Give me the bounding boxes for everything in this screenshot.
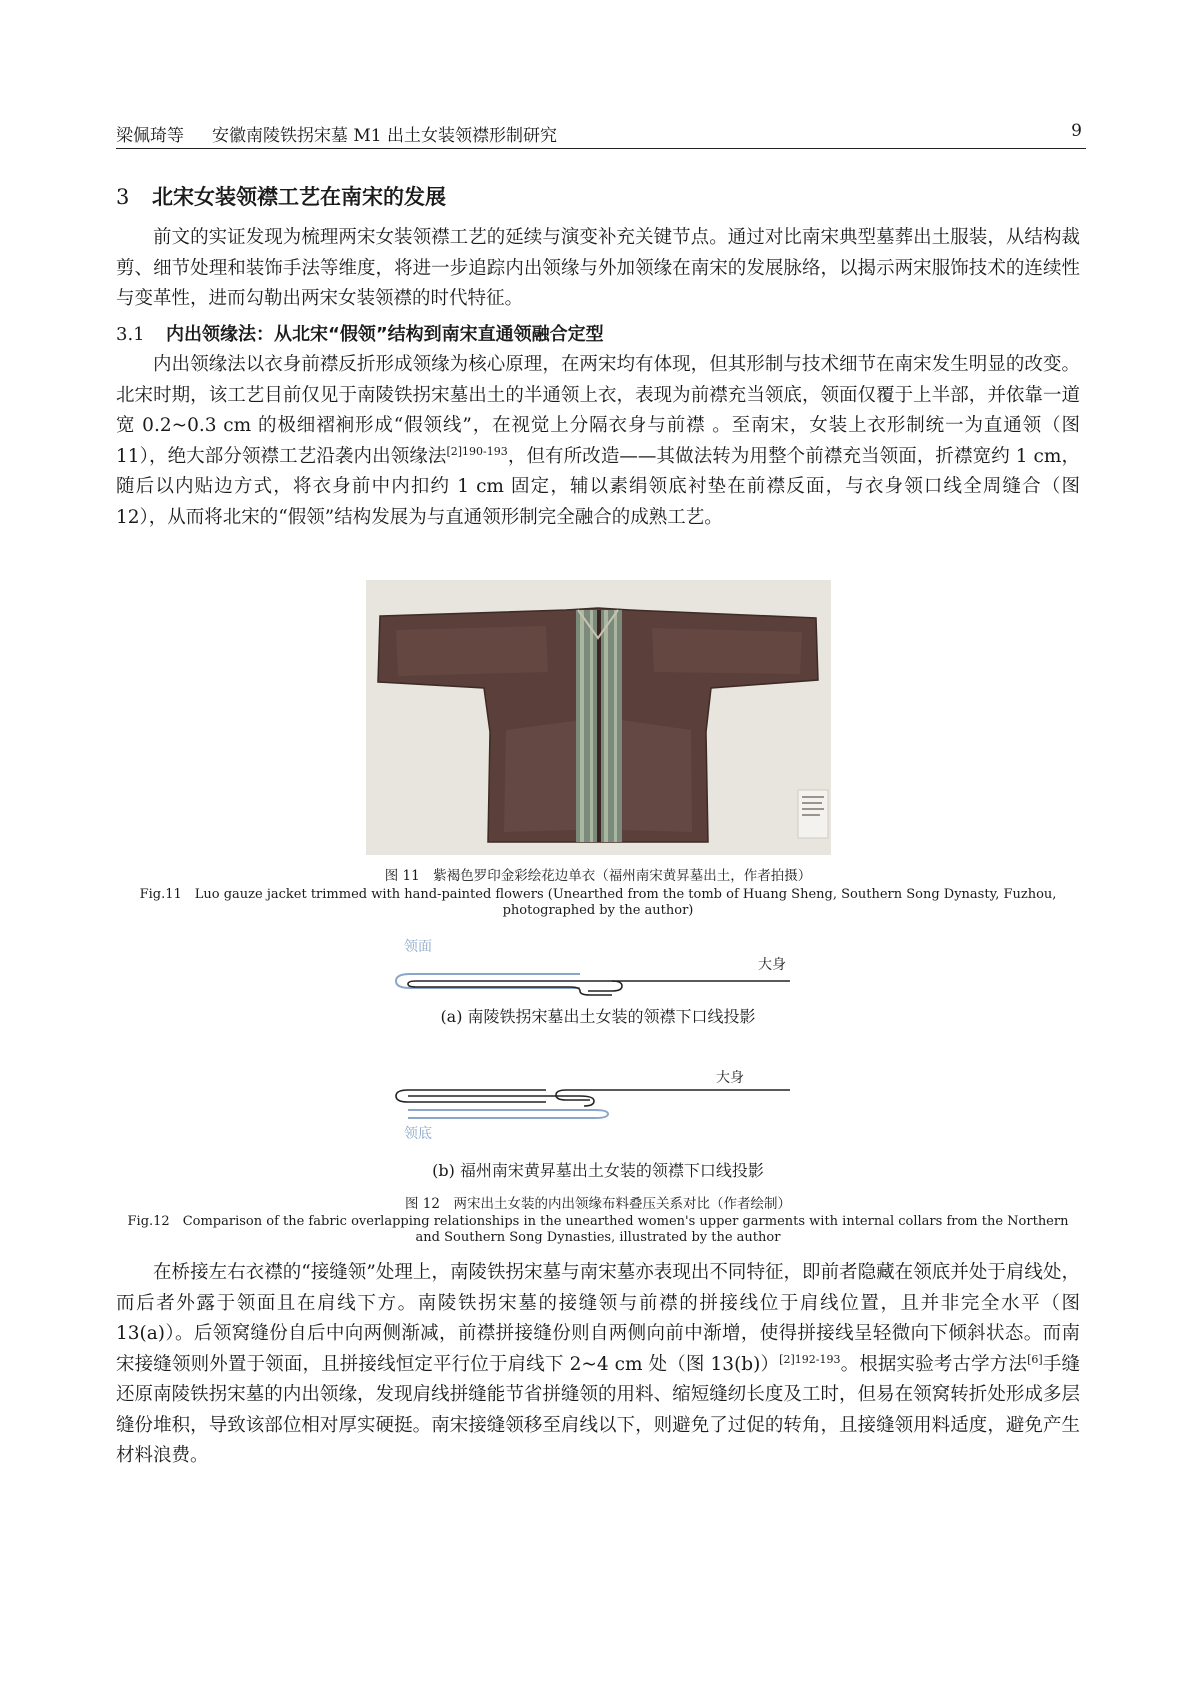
para2-text-b: ，但有所改造——其做法转为用整个前襟充当领面，折襟宽约 1 cm，随后以内贴边方式，将衣身前中内扣约 1 cm 固定，辅以素绢领底衬垫在前襟反面，与衣身领口线全周缝合（图 12），从而将北宋的“假领”结构发展为与直通领形制完全融合的成熟工艺。 — [116, 445, 1080, 528]
section-heading-3 — [116, 181, 446, 211]
citation: [2]190-193 — [446, 444, 508, 458]
para2-text-a: 内出领缘法以衣身前襟反折形成领缘为核心原理，在两宋均有体现，但其形制与技术细节在南宋发生明显的改变。北宋时期，该工艺目前仅见于南陵铁拐宋墓出土的半通领上衣，表现为前襟充当领底，领面仅覆于上半部，并依靠一道宽 0.2~0.3 cm 的极细褶裥形成“假领线”，在视觉上分隔衣身与前襟 。至南宋，女装上衣形制统一为直通领（图 11），绝大部分领襟工艺沿袭内出领缘法 — [116, 354, 1080, 467]
fig12a-caption: (a) 南陵铁拐宋墓出土女装的领襟下口线投影 — [440, 1007, 756, 1026]
fig12-caption-cn: 图 12 两宋出土女装的内出领缘布料叠压关系对比（作者绘制） — [405, 1196, 791, 1212]
fig12b-caption: (b) 福州南宋黄昇墓出土女装的领襟下口线投影 — [432, 1161, 764, 1180]
subsection-title: 内出领缘法：从北宋“假领”结构到南宋直通领融合定型 — [166, 324, 604, 345]
citation: [2]192-193 — [779, 1352, 841, 1366]
paragraph-internal-collar — [116, 350, 1080, 533]
fig12a-label-body: 大身 — [758, 957, 786, 973]
running-head — [116, 118, 1086, 149]
section-number: 3 — [116, 185, 130, 209]
para3-text-c: 手缝还原南陵铁拐宋墓的内出领缘，发现肩线拼缝能节省拼缝领的用料、缩短缝纫长度及工时，但易在领窝转折处形成多层缝份堆积，导致该部位相对厚实硬挺。南宋接缝领移至肩线以下，则避免了过促的转角，且接缝领用料适度，避免产生材料浪费。 — [116, 1353, 1080, 1466]
para3-text-a: 在桥接左右衣襟的“接缝领”处理上，南陵铁拐宋墓与南宋墓亦表现出不同特征，即前者隐藏在领底并处于肩线处，而后者外露于领面且在肩线下方。南陵铁拐宋墓的接缝领与前襟的拼接线位于肩线位置，且并非完全水平（图 13(a)）。后领窝缝份自后中向两侧渐减，前襟拼接缝份则自两侧向前中渐增，使得拼接线呈轻微向下倾斜状态。而南宋接缝领则外置于领面，且拼接线恒定平行位于肩线下 2~4 cm 处（图 13(b)） — [116, 1262, 1080, 1375]
fig11-caption-en: Fig.11 Luo gauze jacket trimmed with hand-painted flowers (Unearthed from the tomb of Huang Sheng, Southern Song Dynasty, Fuzhou, photographed by the author) — [139, 887, 1057, 918]
paragraph-intro: 前文的实证发现为梳理两宋女装领襟工艺的延续与演变补充关键节点。通过对比南宋典型墓葬出土服装，从结构裁剪、细节处理和装饰手法等维度，将进一步追踪内出领缘与外加领缘在南宋的发展脉络，以揭示两宋服饰技术的连续性与变革性，进而勾勒出两宋女装领襟的时代特征。 — [116, 227, 1080, 309]
fig12b-label-body: 大身 — [716, 1070, 744, 1086]
para3-text-b: 。根据实验考古学方法 — [840, 1353, 1028, 1375]
page-number: 9 — [1071, 121, 1082, 141]
fig12b-label-lining: 领底 — [404, 1126, 432, 1142]
fig12-caption-en: Fig.12 Comparison of the fabric overlapping relationships in the unearthed women's upper garments with internal collars from the Northern and Southern Song Dynasties, illustrated by the author — [127, 1214, 1069, 1245]
fig12a-label-collar-face: 领面 — [404, 939, 432, 955]
paragraph-seam-collar — [116, 1258, 1080, 1472]
subsection-heading-3-1 — [116, 320, 604, 346]
header-title: 安徽南陵铁拐宋墓 M1 出土女装领襟形制研究 — [212, 126, 558, 146]
header-authors: 梁佩琦等 — [116, 126, 184, 146]
fig12b-diagram — [380, 1068, 840, 1158]
citation: [6] — [1027, 1352, 1043, 1366]
subsection-number: 3.1 — [116, 324, 145, 345]
fig11-photo — [366, 580, 831, 855]
fig11-caption-cn: 图 11 紫褐色罗印金彩绘花边单衣（福州南宋黄昇墓出土，作者拍摄） — [384, 868, 812, 884]
section-title: 北宋女装领襟工艺在南宋的发展 — [152, 185, 446, 209]
